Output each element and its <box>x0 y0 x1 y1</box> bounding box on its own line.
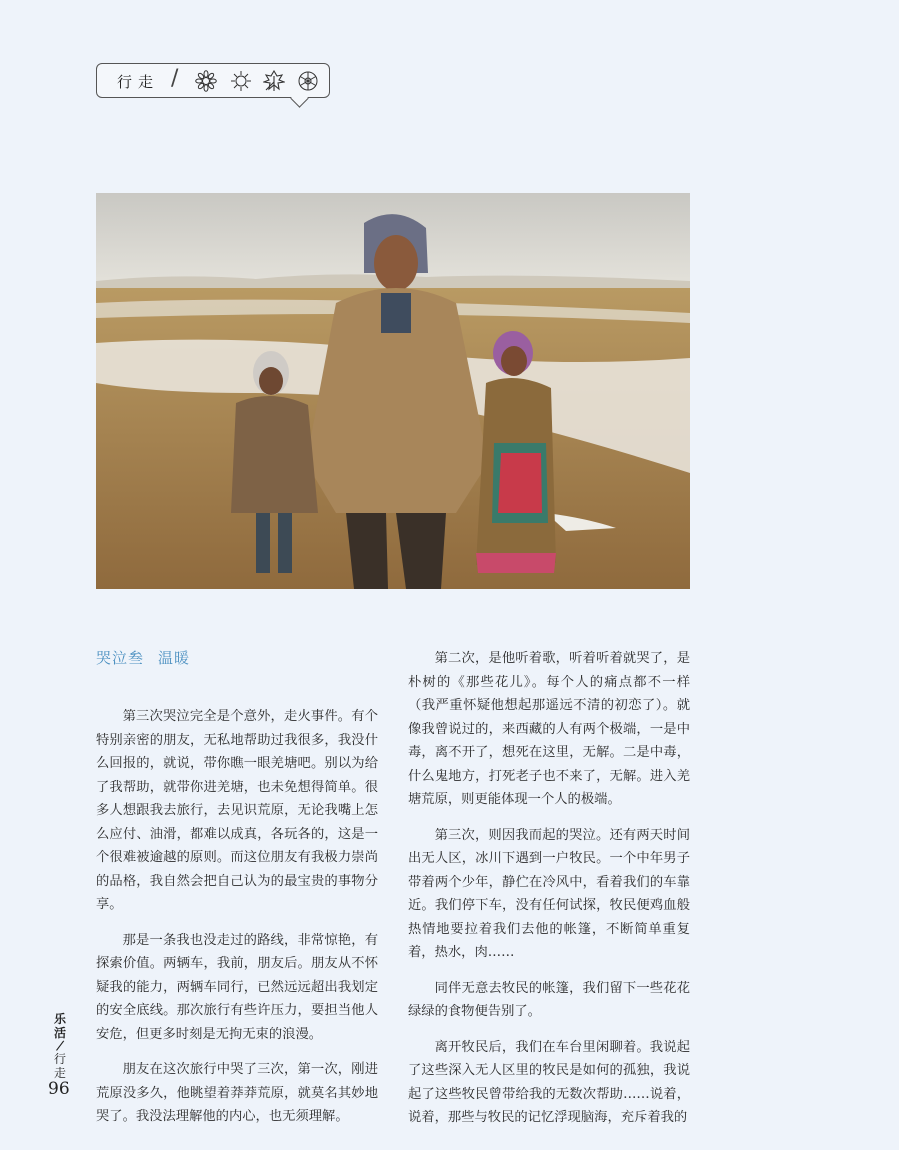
sun-icon <box>230 70 252 92</box>
folio <box>50 1012 70 1080</box>
paragraph: 朋友在这次旅行中哭了三次，第一次，刚进荒原没多久，他眺望着莽莽荒原，就莫名其妙地哭了。我没法理解他的内心，也无须理解。 <box>96 1062 378 1124</box>
page-number: 96 <box>48 1079 70 1099</box>
paragraph: 那是一条我也没走过的路线，非常惊艳，有探索价值。两辆车，我前，朋友后。朋友从不怀疑我的能力，两辆车同行，已然远远超出我划定的安全底线。那次旅行有些许压力，要担当他人安危，但更多时刻是无拘无束的浪漫。 <box>96 932 378 1042</box>
sunflower-icon <box>195 70 217 92</box>
paragraph: 第三次哭泣完全是个意外，走火事件。有个特别亲密的朋友，无私地帮助过我很多，我没什么回报的，就说，带你瞧一眼羌塘吧。别以为给了我帮助，就带你进羌塘，也未免想得简单。很多人想跟我去旅行，去见识荒原，无论我嘴上怎么应付、油滑，都难以成真，各玩各的，这是一个很难被逾越的原则。而这位朋友有我极力崇尚的品格，我自然会把自己认为的最宝贵的事物分享。 <box>96 709 378 912</box>
paragraph: 第三次，则因我而起的哭泣。还有两天时间出无人区，冰川下遇到一户牧民。一个中年男子带着两个少年，静伫在冷风中，看着我们的车靠近。我们停下车，没有任何试探，牧民便鸡血般热情地要拉着我们去他的帐篷，不断简单重复着，热水，肉…… <box>408 827 690 960</box>
section-title: 行走 <box>117 73 160 91</box>
paragraph: 离开牧民后，我们在车台里闲聊着。我说起了这些深入无人区里的牧民是如何的孤独，我说起了这些牧民曾带给我的无数次帮助……说着，说着，那些与牧民的记忆浮现脑海，充斥着我的 <box>408 1039 690 1125</box>
article-right-column <box>408 647 690 1142</box>
paragraph: 第二次，是他听着歌，听着听着就哭了，是朴树的《那些花儿》。每个人的痛点都不一样（我严重怀疑他想起那遥远不清的初恋了）。就像我曾说过的，来西藏的人有两个极端，一是中毒，离不开了，想死在这里，无解。二是中毒，什么鬼地方，打死老子也不来了，无解。进入羌塘荒原，则更能体现一个人的极端。 <box>408 651 690 807</box>
article-left-column <box>96 705 378 1141</box>
header-slash: / <box>171 66 179 91</box>
section-header-tab <box>96 63 330 98</box>
subhead-part-1: 哭泣叁 <box>96 649 145 667</box>
folio-section: 行 走 <box>53 1052 66 1080</box>
snowflake-icon <box>297 70 319 92</box>
leaf-icon <box>263 70 285 92</box>
photo-tibetan-herders <box>96 193 690 589</box>
paragraph: 同伴无意去牧民的帐篷，我们留下一些花花绿绿的食物便告别了。 <box>408 980 690 1019</box>
subhead-part-2: 温暖 <box>158 649 191 667</box>
folio-slash: / <box>55 1037 65 1055</box>
folio-magazine: 乐 活 <box>53 1012 66 1040</box>
article-subhead <box>96 647 190 668</box>
